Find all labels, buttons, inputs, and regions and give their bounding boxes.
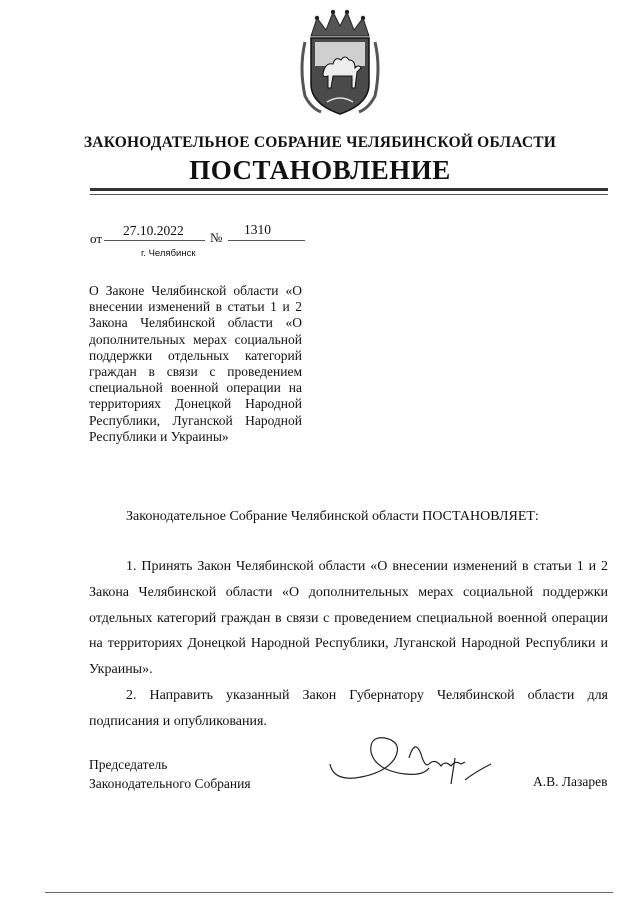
document-number: 1310 bbox=[244, 222, 271, 237]
signatory-name: А.В. Лазарев bbox=[533, 774, 608, 789]
number-underline bbox=[228, 240, 305, 241]
preamble: Законодательное Собрание Челябинской области ПОСТАНОВЛЯЕТ: bbox=[126, 509, 539, 524]
date-underline bbox=[104, 240, 205, 241]
document-subject: О Законе Челябинской области «О внесении изменений в статьи 1 и 2 Закона Челябинской области «О дополнительных мерах социальной поддержки отдельных категорий граждан в связи с проведением специальной военной операции на территориях Донецкой Народной Республики, Луганской Народной Республики и Украины» bbox=[89, 283, 302, 444]
paragraph-1: 1. Принять Закон Челябинской области «О внесении изменений в статьи 1 и 2 Закона Челябинской области «О дополнительных мерах социальной поддержки отдельных категорий граждан в связи с проведением специальной военной операции на территориях Донецкой Народной Республики, Луганской Народной Республики и Украины». bbox=[89, 559, 608, 678]
signatory-title bbox=[89, 755, 251, 793]
signatory-title-line2: Законодательного Собрания bbox=[89, 776, 251, 791]
document-type-title: ПОСТАНОВЛЕНИЕ bbox=[189, 155, 451, 185]
organization-name: ЗАКОНОДАТЕЛЬНОЕ СОБРАНИЕ ЧЕЛЯБИНСКОЙ ОБЛАСТИ bbox=[83, 134, 557, 151]
coat-of-arms-emblem bbox=[297, 8, 383, 118]
handwritten-signature bbox=[325, 728, 495, 798]
header-rule-thin bbox=[90, 194, 608, 195]
city-label: г. Челябинск bbox=[141, 248, 196, 259]
footer-rule bbox=[45, 892, 613, 893]
document-body bbox=[89, 554, 608, 735]
header-rule-thick bbox=[90, 188, 608, 191]
document-date: 27.10.2022 bbox=[123, 223, 184, 238]
paragraph-2: 2. Направить указанный Закон Губернатору Челябинской области для подписания и опубликования. bbox=[89, 687, 608, 729]
signatory-title-line1: Председатель bbox=[89, 757, 168, 772]
date-prefix: от bbox=[90, 231, 103, 246]
number-sign: № bbox=[210, 230, 223, 245]
